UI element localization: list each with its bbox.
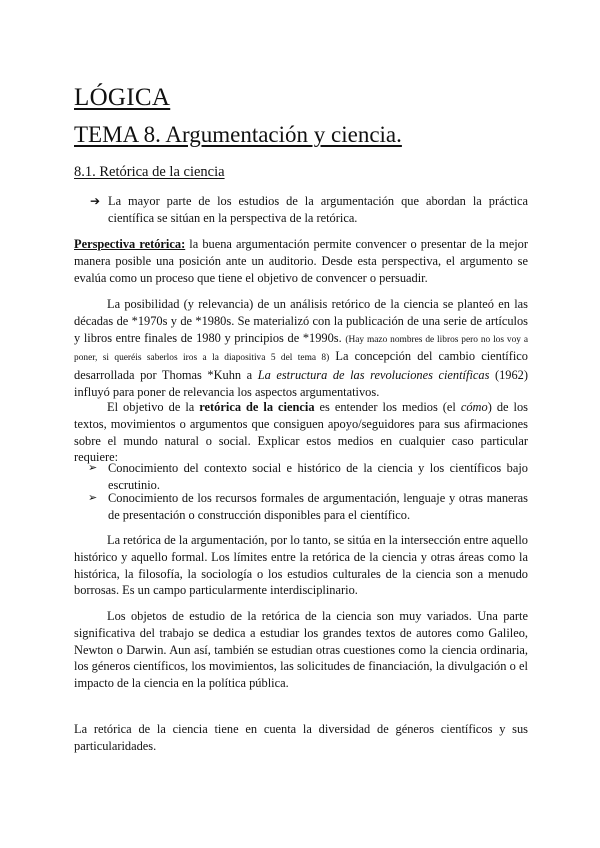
arrow-right-icon: ➔ <box>90 194 101 208</box>
bullet-item <box>88 460 528 494</box>
objetivo-text-3: ) de los textos, movimientos o argumentos que consiguen apoyo/seguidores para sus afirmaciones sobre el mundo natural o social. Explicar estos medios en cualquier caso particular requiere: <box>74 400 528 465</box>
posibilidad-text-3: (1962) influyó para poner de relevancia los aspectos argumentativos. <box>74 368 528 399</box>
topic-title: TEMA 8. Argumentación y ciencia. <box>74 122 402 147</box>
section-heading: 8.1. Retórica de la ciencia <box>74 164 225 180</box>
bullet-text: Conocimiento del contexto social e histórico de la ciencia y los científicos bajo escrutinio. <box>108 461 528 492</box>
posibilidad-paragraph <box>74 296 528 401</box>
posibilidad-text-2: La concepción del cambio científico desarrollada por Thomas *Kuhn a <box>74 349 528 383</box>
book-title: La estructura de las revoluciones científicas <box>257 368 490 383</box>
perspectiva-label: Perspectiva retórica: <box>74 237 186 251</box>
perspectiva-paragraph <box>74 236 528 286</box>
triangle-bullet-icon: ➢ <box>88 491 98 504</box>
interseccion-paragraph: La retórica de la argumentación, por lo tanto, se sitúa en la intersección entre aquello histórico y aquello formal. Los límites entre la retórica de la ciencia y otras áreas como la histórica, la filosofía, la sociología o los estudios culturales de la ciencia son a menudo borrosas. Es un campo particularmente interdisciplinario. <box>74 533 528 598</box>
objetivo-text-2: es entender los medios (el <box>314 400 461 414</box>
posibilidad-text-1: La posibilidad (y relevancia) de un análisis retórico de la ciencia se planteó en las décadas de *1970s y de *1980s. Se materializó con la publicación de una serie de artículos y libros entre finales de 1980 y principios de *1990s. <box>74 297 528 345</box>
intro-arrow-text: La mayor parte de los estudios de la argumentación que abordan la práctica científica se sitúan en la perspectiva de la retórica. <box>108 194 528 225</box>
objetivo-paragraph <box>74 399 528 466</box>
objetivo-italic: cómo <box>460 400 488 414</box>
bullet-item <box>88 490 528 524</box>
triangle-bullet-icon: ➢ <box>88 461 98 474</box>
document-title: LÓGICA <box>74 84 171 111</box>
slide-note: (Hay mazo nombres de libros pero no los voy a poner, si queréis saberlos iros a la diapositiva 5 del tema 8) <box>74 334 528 364</box>
objetos-paragraph: Los objetos de estudio de la retórica de la ciencia son muy variados. Una parte significativa del trabajo se dedica a estudiar los grandes textos de autores como Galileo, Newton o Darwin. Aun así, también se estudian otras cuestiones como la ciencia ordinaria, los géneros científicos, los movimientos, las solicitudes de financiación, la divulgación o el impacto de la ciencia en la política pública. <box>74 609 528 691</box>
bullet-text: Conocimiento de los recursos formales de argumentación, lenguaje y otras maneras de presentación o construcción disponibles para el científico. <box>108 491 528 522</box>
perspectiva-text: la buena argumentación permite convencer o presentar de la mejor manera posible una posición ante un auditorio. Desde esta perspectiva, el argumento se evalúa como un proceso que tiene el objetivo de convencer o persuadir. <box>74 237 528 285</box>
intro-arrow-item <box>90 193 528 227</box>
objetivo-text-1: El objetivo de la <box>107 400 200 414</box>
objetivo-bold: retórica de la ciencia <box>199 400 315 414</box>
final-paragraph: La retórica de la ciencia tiene en cuenta la diversidad de géneros científicos y sus particularidades. <box>74 722 528 753</box>
